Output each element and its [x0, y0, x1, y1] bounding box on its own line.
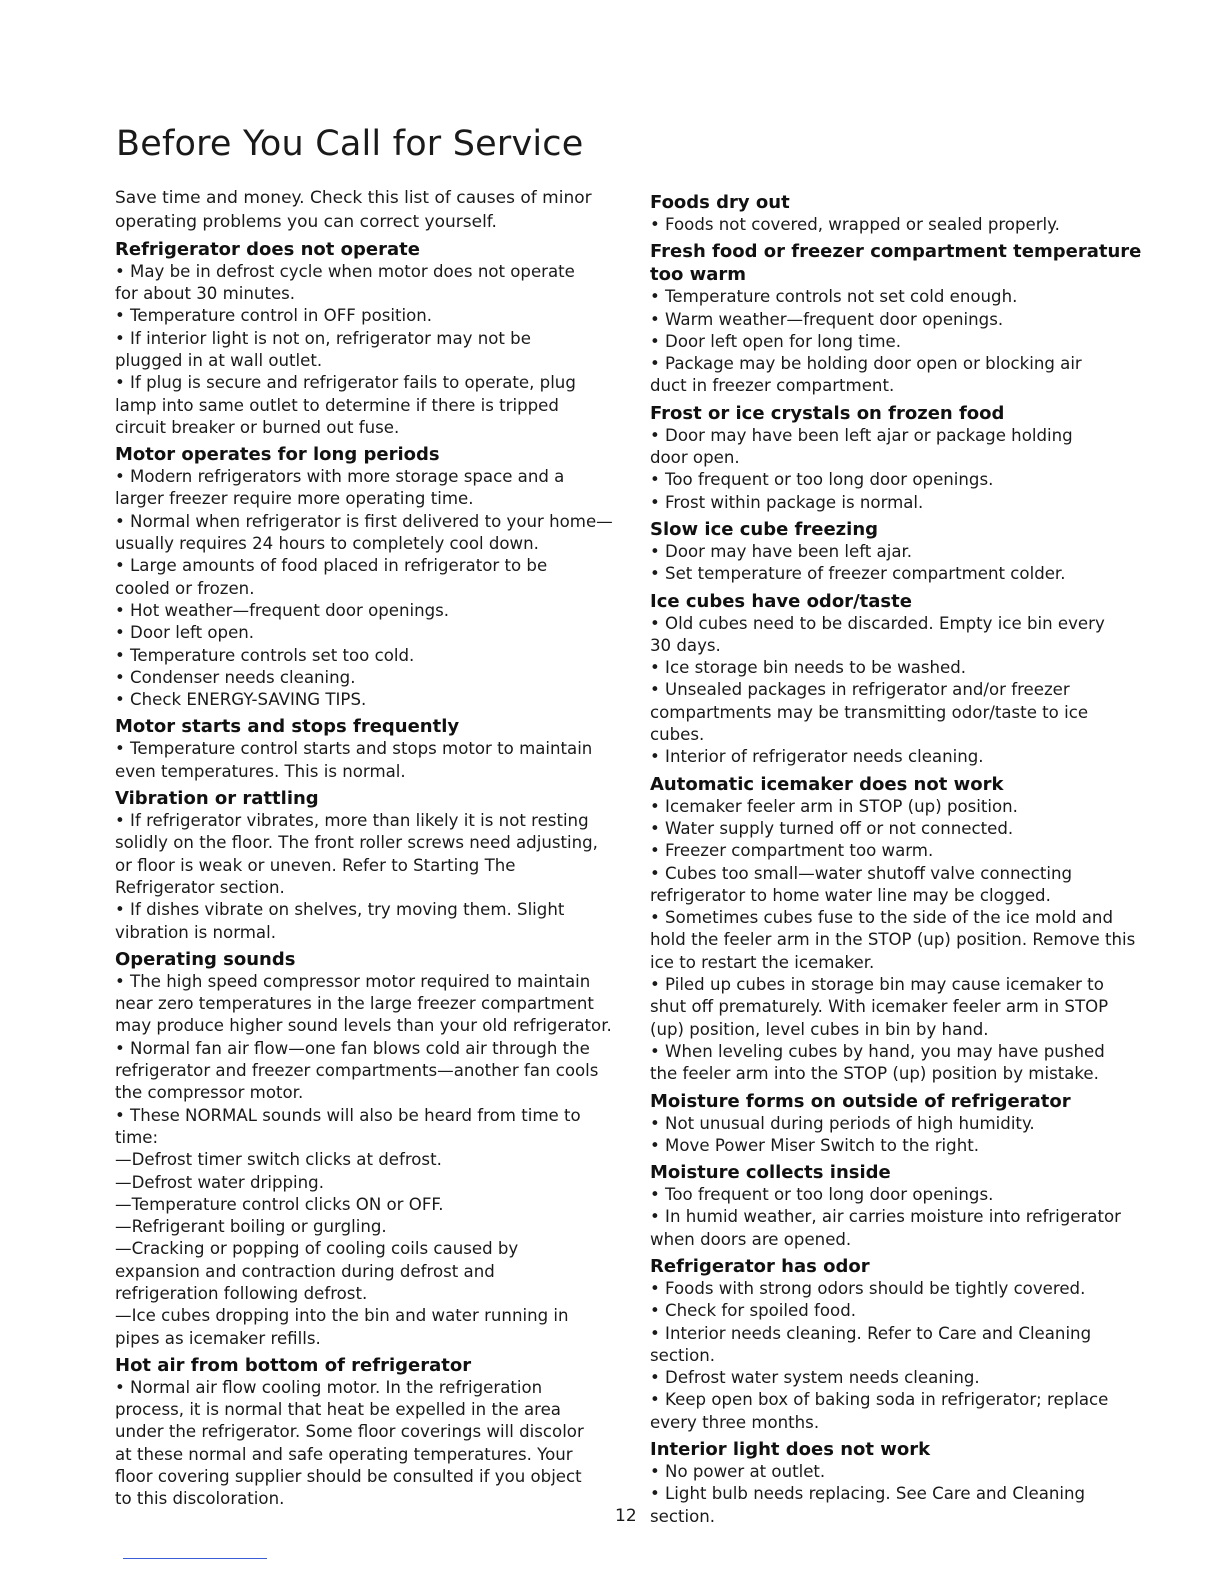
section-heading: Frost or ice crystals on frozen food — [650, 402, 1005, 424]
right-column — [650, 187, 1150, 1528]
section-line: lamp into same outlet to determine if there is tripped — [115, 395, 559, 415]
section-line: • Normal air flow cooling motor. In the refrigeration — [115, 1377, 543, 1397]
troubleshooting-section — [115, 238, 615, 439]
section-heading: Moisture forms on outside of refrigerator — [650, 1090, 1071, 1112]
troubleshooting-section — [115, 715, 615, 783]
section-line: refrigerator to home water line may be clogged. — [650, 885, 1051, 905]
section-line: • If dishes vibrate on shelves, try moving them. Slight — [115, 900, 565, 920]
section-line: • Move Power Miser Switch to the right. — [650, 1135, 979, 1155]
section-line: • Door may have been left ajar or package holding — [650, 425, 1073, 445]
section-line: —Cracking or popping of cooling coils caused by — [115, 1239, 519, 1259]
section-line: • No power at outlet. — [650, 1462, 826, 1482]
section-line: —Ice cubes dropping into the bin and water running in — [115, 1306, 569, 1326]
section-line: process, it is normal that heat be expelled in the area — [115, 1400, 561, 1420]
section-line: —Temperature control clicks ON or OFF. — [115, 1194, 444, 1214]
section-line: • Too frequent or too long door openings. — [650, 1185, 994, 1205]
section-heading: Motor starts and stops frequently — [115, 716, 460, 738]
section-line: cubes. — [650, 725, 705, 745]
section-line: vibration is normal. — [115, 922, 276, 942]
section-line: refrigeration following defrost. — [115, 1283, 368, 1303]
troubleshooting-section — [650, 1161, 1150, 1251]
section-line: • Temperature control in OFF position. — [115, 306, 433, 326]
troubleshooting-section — [650, 240, 1150, 397]
section-line: • Foods with strong odors should be tightly covered. — [650, 1278, 1086, 1298]
section-line: at these normal and safe operating temperatures. Your — [115, 1444, 573, 1464]
section-line: • Door left open for long time. — [650, 331, 902, 351]
section-heading: Slow ice cube freezing — [650, 518, 879, 540]
section-line: • May be in defrost cycle when motor does not operate — [115, 261, 575, 281]
section-line: • Interior of refrigerator needs cleaning. — [650, 747, 984, 767]
section-line: • If interior light is not on, refrigerator may not be — [115, 328, 531, 348]
section-line: for about 30 minutes. — [115, 284, 296, 304]
section-heading: Fresh food or freezer compartment temperature too warm — [650, 241, 1142, 286]
section-line: • Too frequent or too long door openings. — [650, 470, 994, 490]
section-line: door open. — [650, 448, 740, 468]
troubleshooting-section — [650, 1255, 1150, 1434]
right-sections — [650, 191, 1150, 1528]
troubleshooting-section — [650, 191, 1150, 236]
section-line: • These NORMAL sounds will also be heard from time to — [115, 1105, 581, 1125]
troubleshooting-section — [650, 773, 1150, 1086]
section-heading: Ice cubes have odor/taste — [650, 590, 912, 612]
section-line: • Temperature controls not set cold enough. — [650, 287, 1018, 307]
section-line: time: — [115, 1127, 159, 1147]
section-line: cooled or frozen. — [115, 578, 255, 598]
troubleshooting-section — [650, 1090, 1150, 1158]
section-line: • Old cubes need to be discarded. Empty ice bin every — [650, 613, 1105, 633]
section-line: • Temperature controls set too cold. — [115, 645, 415, 665]
section-line: • Piled up cubes in storage bin may cause icemaker to — [650, 975, 1104, 995]
section-heading: Interior light does not work — [650, 1439, 931, 1461]
section-line: • Warm weather—frequent door openings. — [650, 309, 1004, 329]
section-line: • Hot weather—frequent door openings. — [115, 600, 450, 620]
section-line: larger freezer require more operating time. — [115, 489, 474, 509]
section-line: or floor is weak or uneven. Refer to Starting The — [115, 855, 516, 875]
section-line: • Icemaker feeler arm in STOP (up) position. — [650, 796, 1018, 816]
section-line: circuit breaker or burned out fuse. — [115, 417, 400, 437]
troubleshooting-section — [115, 787, 615, 944]
section-heading: Refrigerator does not operate — [115, 238, 420, 260]
section-line: to this discoloration. — [115, 1489, 285, 1509]
section-line: shut off prematurely. With icemaker feeler arm in STOP — [650, 997, 1109, 1017]
section-line: duct in freezer compartment. — [650, 376, 895, 396]
section-line: may produce higher sound levels than your old refrigerator. — [115, 1016, 612, 1036]
section-line: plugged in at wall outlet. — [115, 351, 323, 370]
intro-line: operating problems you can correct yourself. — [115, 212, 497, 233]
section-line: • Water supply turned off or not connected. — [650, 818, 1014, 838]
troubleshooting-section — [650, 518, 1150, 586]
section-line: —Defrost water dripping. — [115, 1172, 324, 1192]
section-line: • Door left open. — [115, 623, 255, 643]
section-line: expansion and contraction during defrost and — [115, 1261, 495, 1281]
section-line: • Condenser needs cleaning. — [115, 667, 356, 687]
section-line: • Package may be holding door open or blocking air — [650, 354, 1082, 374]
section-line: • Set temperature of freezer compartment colder. — [650, 564, 1066, 584]
section-line: • Door may have been left ajar. — [650, 541, 913, 561]
section-line: every three months. — [650, 1412, 820, 1432]
section-line: • Check ENERGY-SAVING TIPS. — [115, 690, 367, 710]
section-line: the compressor motor. — [115, 1083, 304, 1103]
section-line: even temperatures. This is normal. — [115, 761, 406, 781]
section-line: • In humid weather, air carries moisture into refrigerator — [650, 1207, 1121, 1227]
section-line: hold the feeler arm in the STOP (up) position. Remove this — [650, 930, 1136, 950]
section-heading: Operating sounds — [115, 948, 296, 970]
troubleshooting-section — [115, 1354, 615, 1511]
intro-text — [115, 187, 615, 234]
page-number: 12 — [615, 1506, 637, 1526]
section-line: • Frost within package is normal. — [650, 492, 924, 512]
troubleshooting-section — [650, 1438, 1150, 1528]
section-heading: Automatic icemaker does not work — [650, 773, 1004, 795]
section-line: under the refrigerator. Some floor coverings will discolor — [115, 1422, 584, 1442]
section-line: • Interior needs cleaning. Refer to Care and Cleaning section. — [650, 1323, 1092, 1365]
page-title: Before You Call for Service — [116, 124, 584, 164]
section-line: • Ice storage bin needs to be washed. — [650, 658, 967, 678]
section-line: • If plug is secure and refrigerator fails to operate, plug — [115, 373, 576, 393]
section-line: (up) position, level cubes in bin by hand. — [650, 1019, 989, 1039]
section-line: near zero temperatures in the large freezer compartment — [115, 994, 594, 1014]
troubleshooting-section — [115, 948, 615, 1350]
section-line: • Unsealed packages in refrigerator and/or freezer — [650, 680, 1070, 700]
section-heading: Vibration or rattling — [115, 788, 319, 810]
section-line: • Normal when refrigerator is first delivered to your home— — [115, 511, 613, 531]
section-heading: Moisture collects inside — [650, 1162, 891, 1184]
intro-line: Save time and money. Check this list of causes of minor — [115, 188, 592, 208]
section-heading: Motor operates for long periods — [115, 444, 440, 466]
section-line: • The high speed compressor motor required to maintain — [115, 971, 591, 991]
section-line: • Not unusual during periods of high humidity. — [650, 1113, 1035, 1133]
section-line: • Sometimes cubes fuse to the side of the ice mold and — [650, 908, 1113, 928]
left-sections — [115, 238, 615, 1511]
section-line: floor covering supplier should be consulted if you object — [115, 1467, 582, 1487]
section-line: • When leveling cubes by hand, you may have pushed — [650, 1041, 1105, 1061]
section-line: when doors are opened. — [650, 1229, 852, 1249]
section-line: 30 days. — [650, 635, 721, 655]
section-line: • Large amounts of food placed in refrigerator to be — [115, 556, 548, 576]
section-line: • Freezer compartment too warm. — [650, 841, 934, 861]
section-line: Refrigerator section. — [115, 877, 285, 897]
section-line: • Light bulb needs replacing. See Care and Cleaning section. — [650, 1484, 1086, 1526]
section-heading: Hot air from bottom of refrigerator — [115, 1354, 472, 1376]
section-line: ice to restart the icemaker. — [650, 952, 875, 972]
footer-rule — [123, 1558, 267, 1559]
section-line: the feeler arm into the STOP (up) position by mistake. — [650, 1064, 1099, 1084]
section-line: • Foods not covered, wrapped or sealed properly. — [650, 215, 1060, 234]
section-line: • Temperature control starts and stops motor to maintain — [115, 739, 593, 759]
section-line: —Defrost timer switch clicks at defrost. — [115, 1150, 442, 1170]
section-line: • If refrigerator vibrates, more than likely it is not resting — [115, 811, 589, 831]
section-line: • Cubes too small—water shutoff valve connecting — [650, 863, 1073, 883]
troubleshooting-section — [650, 402, 1150, 514]
section-line: • Check for spoiled food. — [650, 1301, 856, 1321]
section-line: • Defrost water system needs cleaning. — [650, 1368, 980, 1388]
troubleshooting-section — [115, 443, 615, 711]
section-line: compartments may be transmitting odor/taste to ice — [650, 702, 1089, 722]
left-column — [115, 187, 615, 1511]
troubleshooting-section — [650, 590, 1150, 769]
section-line: pipes as icemaker refills. — [115, 1328, 321, 1348]
section-line: —Refrigerant boiling or gurgling. — [115, 1217, 387, 1237]
section-line: usually requires 24 hours to completely cool down. — [115, 534, 539, 554]
section-heading: Foods dry out — [650, 192, 790, 213]
section-line: • Modern refrigerators with more storage space and a — [115, 467, 565, 487]
section-heading: Refrigerator has odor — [650, 1255, 870, 1277]
section-line: • Keep open box of baking soda in refrigerator; replace — [650, 1390, 1109, 1410]
section-line: refrigerator and freezer compartments—another fan cools — [115, 1061, 599, 1081]
section-line: • Normal fan air flow—one fan blows cold air through the — [115, 1038, 590, 1058]
section-line: solidly on the floor. The front roller screws need adjusting, — [115, 833, 598, 853]
